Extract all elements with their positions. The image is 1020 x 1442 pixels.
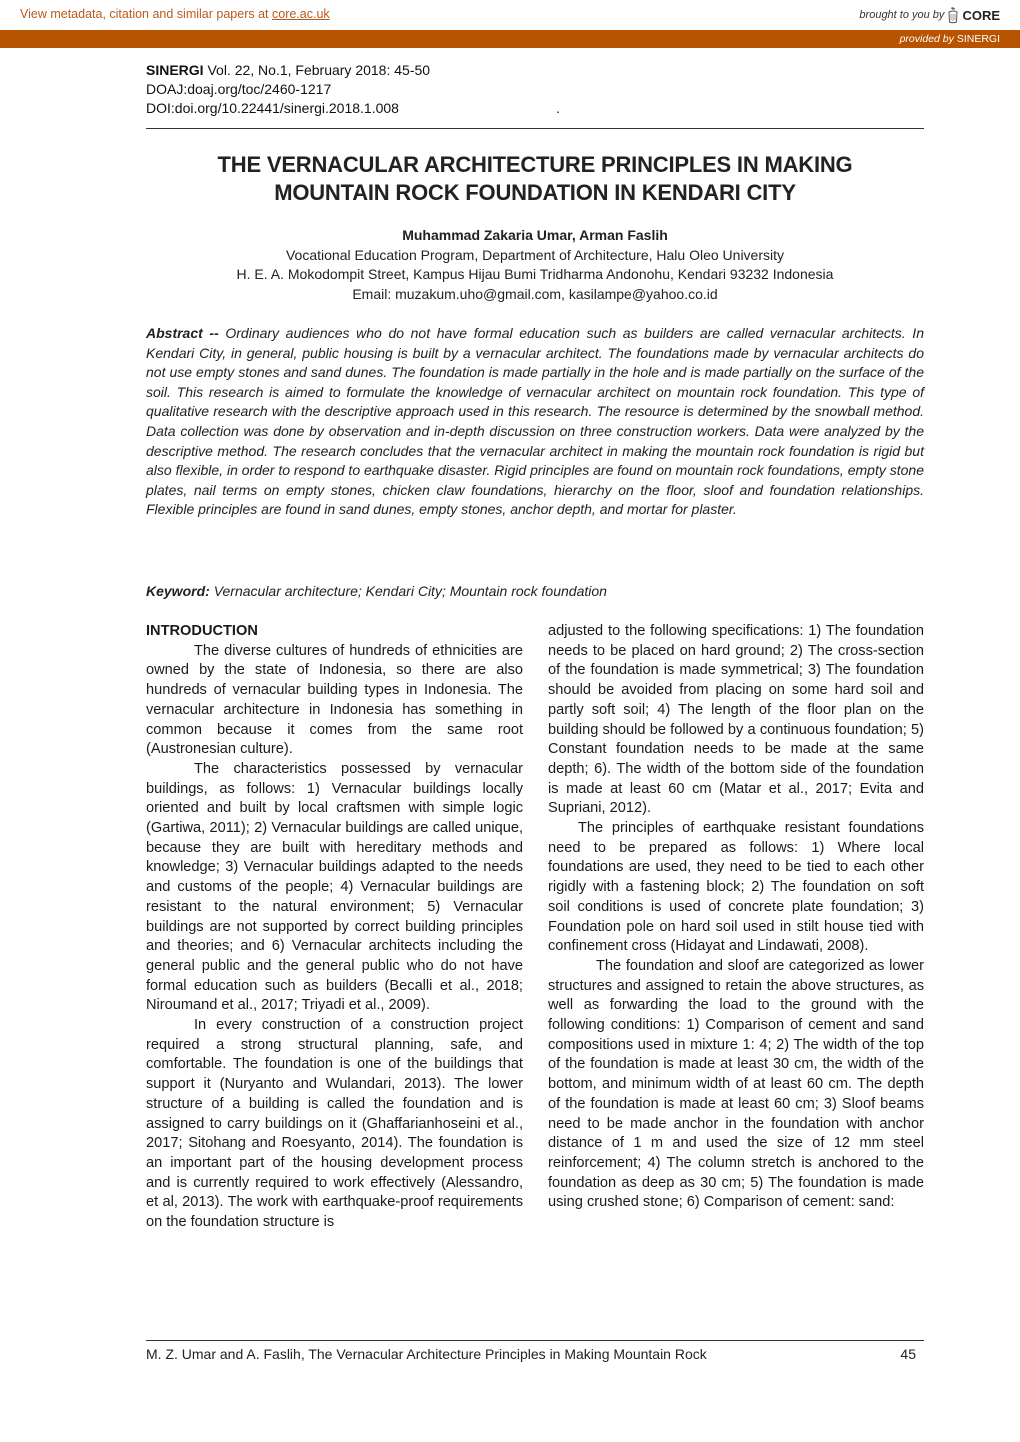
keyword-label: Keyword: [146,583,210,599]
core-link[interactable]: core.ac.uk [272,7,330,21]
footer-divider [146,1340,924,1341]
provider-name: SINERGI [956,33,1000,45]
core-provided-by [900,33,1000,45]
running-title: M. Z. Umar and A. Faslih, The Vernacular Architecture Principles in Making Mountain Rock [146,1346,707,1362]
paragraph: The principles of earthquake resistant foundations need to be prepared as follows: 1) Where local foundations are used, they need to be tied to each other rigidly with a fastening block; 2) The foundation on soft soil conditions is used of concrete plate foundation; 3) Foundation pole on hard soil used in stilt house tied with confinement cross (Hidayat and Lindawati, 2008). [548,820,924,955]
author-email: Email: muzakum.uho@gmail.com, kasilampe@yahoo.co.id [352,285,718,302]
paragraph: The characteristics possessed by vernacular buildings, as follows: 1) Vernacular buildings locally oriented and built by local craftsmen with simple logic (Gartiwa, 2011); 2) Vernacular buildings are called unique, because they are built with hereditary methods and knowledge; 3) Vernacular buildings adapted to the needs and customs of the people; 4) Vernacular buildings are resistant to the natural environment; 5) Vernacular buildings are not supported by correct building principles and theories; and 6) Vernacular architects including the general public and the general public who do not have formal education such as builders (Becalli et al., 2018; Niroumand et al., 2017; Triyadi et al., 2009). [146,760,523,1014]
author-block [140,226,930,304]
paragraph: In every construction of a construction project required a strong structural planning, safe, and comfortable. The foundation is one of the buildings that support it (Nuryanto and Wulandari, 2013). The lower structure of a building is called the foundation and is assigned to carry buildings on it (Ghaffarianhoseini et al., 2017; Sitohang and Roesyanto, 2014). The foundation is an important part of the housing development process and is currently required to work effectively (Alessandro, et al, 2013). The work with earthquake-proof requirements on the foundation structure is [146,1017,523,1231]
paragraph: The diverse cultures of hundreds of ethnicities are owned by the state of Indonesia, so there are also hundreds of vernacular building types in Indonesia. The vernacular architecture in Indonesia has something in common because it comes from the same root (Austronesian culture). [146,642,523,758]
header-divider [146,128,924,129]
core-metadata-link-text [20,7,330,21]
paper-title [140,151,930,207]
journal-name: SINERGI [146,62,204,78]
paragraph: adjusted to the following specifications: 1) The foundation needs to be placed on hard ground; 2) The cross-section of the foundation is made symmetrical; 3) The foundation should be avoided from placing on some hard soil and partly soft soil; 4) The length of the floor plan on the building should be followed by a continuous foundation; 5) Constant foundation needs to be made at the same depth; 6). The width of the bottom side of the foundation is made at least 60 cm (Matar et al., 2017; Evita and Supriani, 2012). [548,623,924,817]
journal-header [146,61,560,118]
abstract-text: Ordinary audiences who do not have formal education such as builders are called vernacular architects. In Kendari City, in general, public housing is built by a vernacular architect. The foundations made by vernacular architects do not use empty stones and sand dunes. The foundation is made partially in the hole and is made partially on the surface of the soil. This research is aimed to formulate the knowledge of vernacular architect on mountain rock foundation. This type of qualitative research with the descriptive approach used in this research. The resource is determined by the snowball method. Data collection was done by observation and in-depth discussion on three construction workers. Data were analyzed by the descriptive method. The research concludes that the vernacular architect in making the mountain rock foundation is rigid but also flexible, in order to respond to earthquake disaster. Rigid principles are found on mountain rock foundations, empty stone plates, nail terms on empty stones, chicken claw foundations, hierarchy on the floor, sloof and foundation relationships. Flexible principles are found in sand dunes, empty stones, anchor depth, and mortar for plaster. [146,325,924,518]
provided-text: provided by [899,33,954,45]
core-provider-band [0,30,1020,48]
core-banner [0,0,1020,30]
abstract [146,324,924,520]
core-name: CORE [962,7,1000,23]
core-apple-logo-icon [947,6,959,24]
author-address: H. E. A. Mokodompit Street, Kampus Hijau Bumi Tridharma Andonohu, Kendari 93232 Indonesia [236,266,834,282]
core-brought-by[interactable] [859,6,1000,24]
core-meta-text: View metadata, citation and similar papers at [20,7,269,21]
page-number: 45 [900,1346,916,1362]
journal-issue-line [146,61,430,80]
section-heading-introduction: INTRODUCTION [146,623,258,639]
author-affiliation: Vocational Education Program, Department of Architecture, Halu Oleo University [285,246,785,263]
journal-issue: Vol. 22, No.1, February 2018: 45-50 [207,62,431,78]
keywords [146,583,924,599]
paragraph: The foundation and sloof are categorized as lower structures and assigned to retain the above structures, as well as forwarding the load to the ground with the following conditions: 1) Comparison of cement and sand compositions used in mixture 1: 4; 2) The width of the top of the foundation is made at least 30 cm, the width of the bottom, and minimum width of at least 60 cm. The depth of the foundation is made at least 60 cm; 3) Sloof beams need to be made anchor in the foundation with anchor distance of 1 m and used the size of 12 mm steel reinforcement; 4) The column stretch is anchored to the foundation as deep as 30 cm; 5) The foundation is made using crushed stone; 6) Comparison of cement: sand: [548,957,924,1211]
title-line-2: MOUNTAIN ROCK FOUNDATION IN KENDARI CITY [274,180,796,205]
journal-doaj: DOAJ:doaj.org/toc/2460-1217 [146,81,332,97]
page-footer [146,1346,916,1362]
keyword-text: Vernacular architecture; Kendari City; Mountain rock foundation [213,583,607,599]
title-line-1: THE VERNACULAR ARCHITECTURE PRINCIPLES IN MAKING [217,152,853,177]
body-column-right [548,622,924,1213]
body-column-left [146,622,523,1233]
brought-text: brought to you by [859,9,945,21]
journal-doi: DOI:doi.org/10.22441/sinergi.2018.1.008 [146,100,399,116]
journal-dot: . [556,100,560,116]
author-names: Muhammad Zakaria Umar, Arman Faslih [402,227,668,243]
abstract-label: Abstract -- [146,325,219,341]
